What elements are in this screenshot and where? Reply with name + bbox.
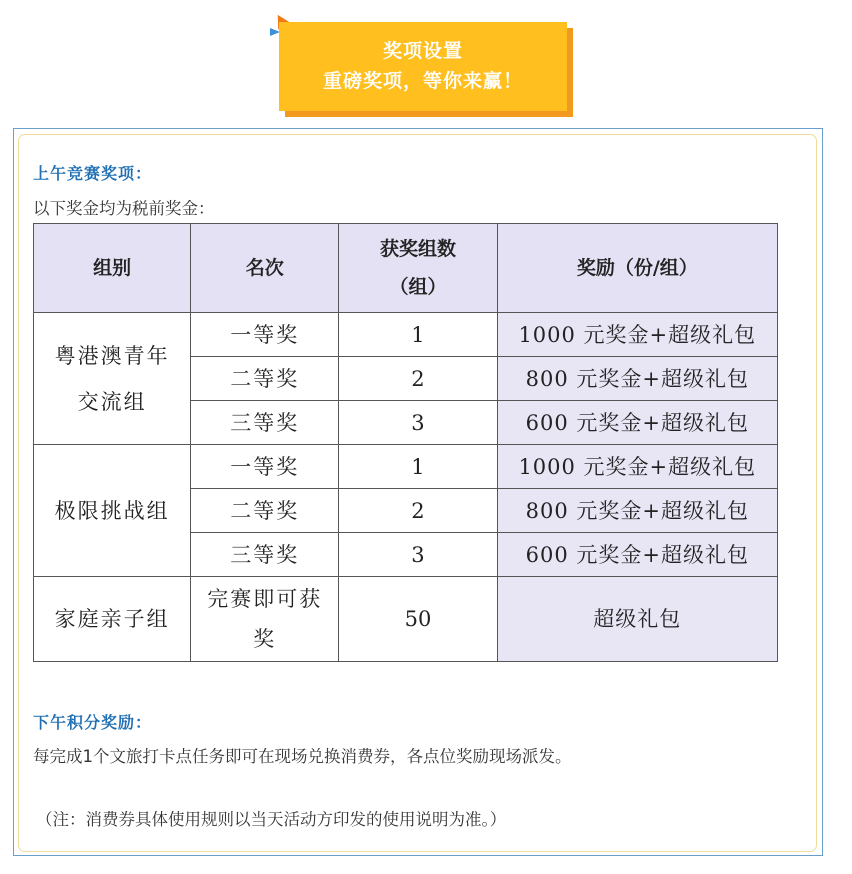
rank-cell: 二等奖 <box>191 357 339 401</box>
table-header-row <box>34 224 778 313</box>
reward-cell: 600 元奖金+超级礼包 <box>497 533 777 577</box>
rank-cell: 一等奖 <box>191 313 339 357</box>
reward-cell: 800 元奖金+超级礼包 <box>497 357 777 401</box>
count-cell: 50 <box>339 577 497 662</box>
afternoon-note: （注：消费券具体使用规则以当天活动方印发的使用说明为准。） <box>36 810 507 829</box>
rank-cell: 二等奖 <box>191 489 339 533</box>
banner <box>270 14 580 118</box>
count-cell: 3 <box>339 533 497 577</box>
rank-cell: 完赛即可获奖 <box>191 577 339 662</box>
reward-cell: 超级礼包 <box>497 577 777 662</box>
banner-subtitle: 重磅奖项，等你来赢！ <box>322 70 523 92</box>
header-group: 组别 <box>34 224 191 313</box>
header-reward: 奖励（份/组） <box>497 224 777 313</box>
group-name: 粤港澳青年交流组 <box>34 313 191 445</box>
rank-cell: 一等奖 <box>191 445 339 489</box>
reward-cell: 1000 元奖金+超级礼包 <box>497 313 777 357</box>
count-cell: 1 <box>339 445 497 489</box>
reward-cell: 600 元奖金+超级礼包 <box>497 401 777 445</box>
group-name: 极限挑战组 <box>34 445 191 577</box>
header-count: 获奖组数（组） <box>339 224 497 313</box>
rank-cell: 三等奖 <box>191 533 339 577</box>
count-cell: 2 <box>339 357 497 401</box>
afternoon-section-title: 下午积分奖励： <box>33 713 153 732</box>
reward-cell: 800 元奖金+超级礼包 <box>497 489 777 533</box>
table-row <box>34 577 778 662</box>
count-cell: 3 <box>339 401 497 445</box>
group-name: 家庭亲子组 <box>34 577 191 662</box>
reward-cell: 1000 元奖金+超级礼包 <box>497 445 777 489</box>
rank-cell: 三等奖 <box>191 401 339 445</box>
prize-table <box>33 223 778 662</box>
header-rank: 名次 <box>191 224 339 313</box>
count-cell: 1 <box>339 313 497 357</box>
table-row <box>34 445 778 489</box>
count-cell: 2 <box>339 489 497 533</box>
banner-title: 奖项设置 <box>382 40 463 62</box>
banner-box <box>279 22 567 111</box>
table-row <box>34 313 778 357</box>
tax-note: 以下奖金均为税前奖金： <box>33 199 215 218</box>
morning-section-title: 上午竞赛奖项： <box>33 164 153 183</box>
afternoon-text: 每完成1个文旅打卡点任务即可在现场兑换消费券，各点位奖励现场派发。 <box>33 747 572 766</box>
